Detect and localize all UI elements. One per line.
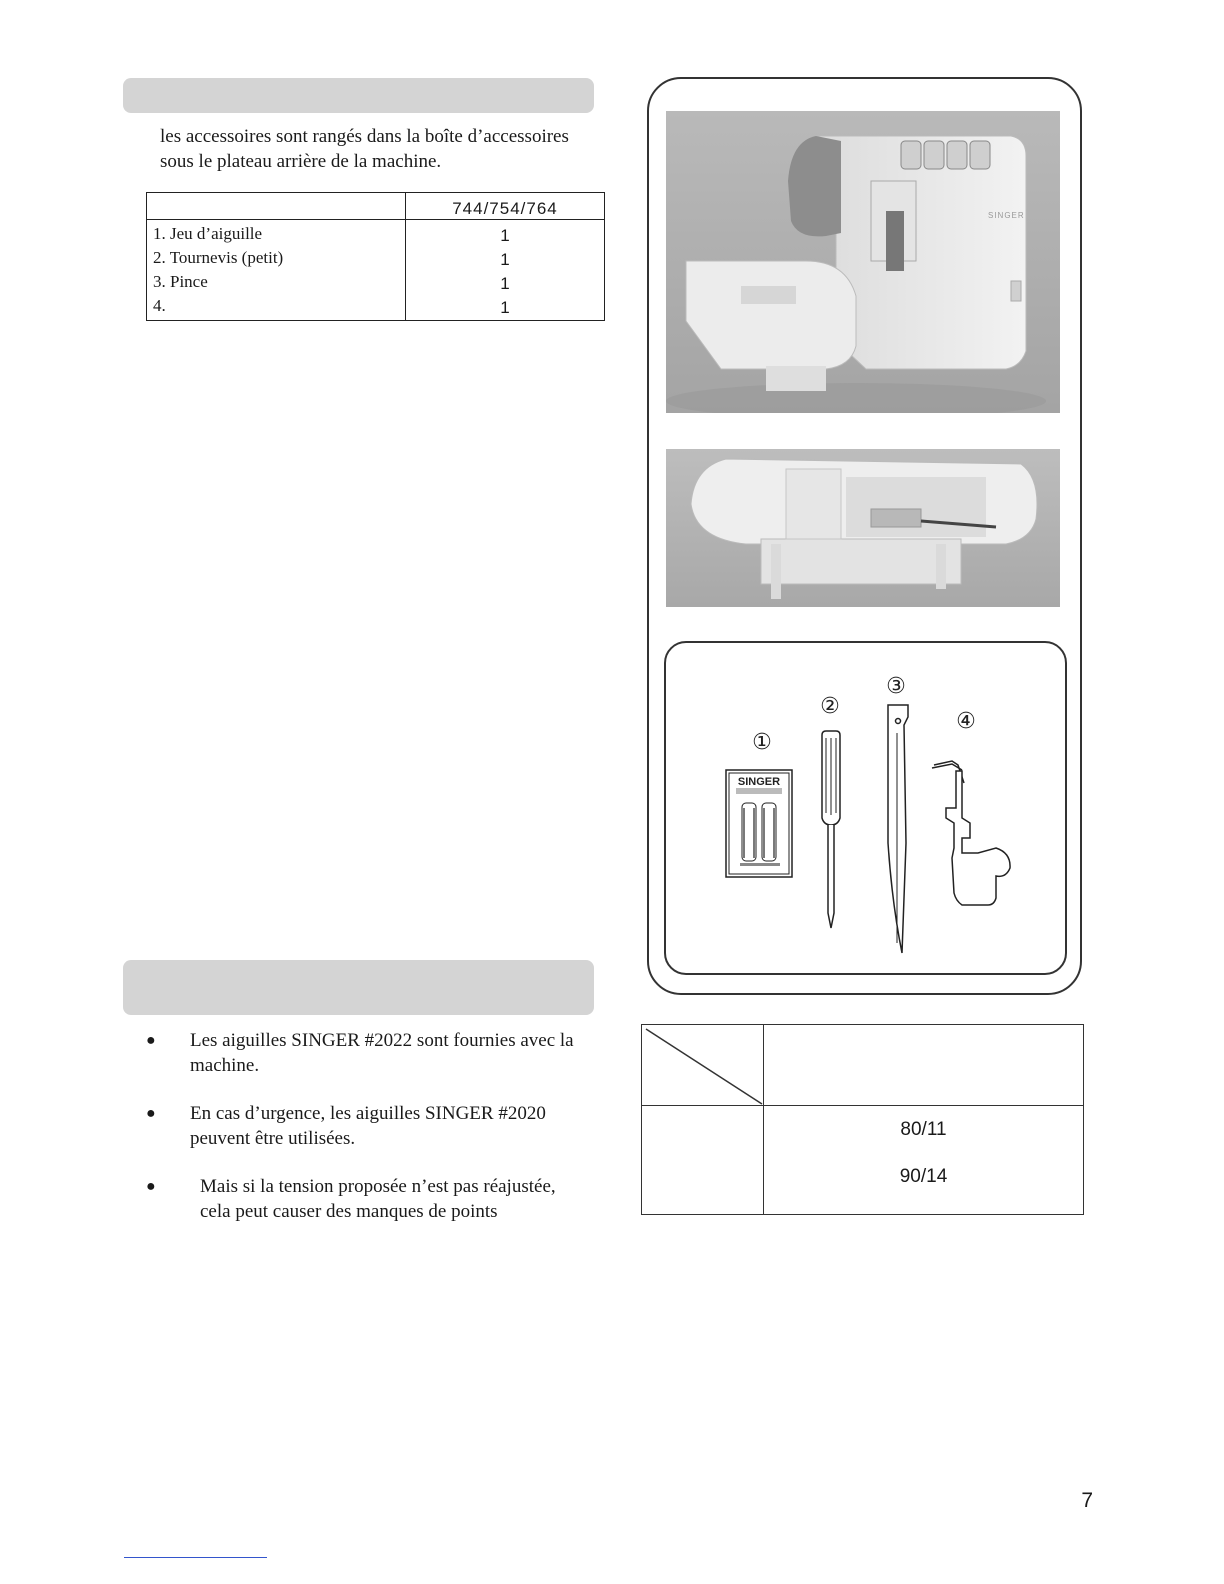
bullet-icon: ● <box>146 1032 156 1049</box>
needle-note-3: ● Mais si la tension proposée n’est pas réajustée, cela peut causer des manques de points <box>146 1176 556 1222</box>
needle-pack-icon <box>726 770 792 877</box>
diagonal-divider <box>642 1025 763 1105</box>
page-number: 7 <box>1081 1489 1093 1512</box>
bullet-icon: ● <box>146 1178 156 1195</box>
needle-size-1: 80/11 <box>900 1119 947 1140</box>
callout-2: ② <box>820 694 840 719</box>
needle-sizes-cell <box>764 1106 1084 1215</box>
callout-1: ① <box>752 730 772 755</box>
accessory-name-2: 2. Tournevis (petit) <box>153 248 284 267</box>
needle-size-2: 90/14 <box>899 1166 948 1187</box>
accessories-header-blank <box>147 193 406 220</box>
intro-line-1: les accessoires sont rangés dans la boîte d’accessoires <box>160 126 569 147</box>
intro-text <box>160 124 610 174</box>
callout-3: ③ <box>886 674 906 699</box>
accessories-table-header <box>147 193 605 220</box>
serger-machine-photo <box>666 111 1060 413</box>
screwdriver-icon <box>822 731 840 928</box>
needle-note-2: ● En cas d’urgence, les aiguilles SINGER #2020 peuvent être utilisées. <box>146 1103 546 1149</box>
needle-table-header-row <box>642 1025 1084 1106</box>
accessory-name-1: 1. Jeu d’aiguille <box>153 224 263 243</box>
section-header-bar-needles <box>123 960 594 1015</box>
accessories-illustration <box>664 641 1067 975</box>
needle-table-header-cell <box>764 1025 1084 1106</box>
callout-4: ④ <box>956 709 976 734</box>
needle-note-1: ● Les aiguilles SINGER #2022 sont fournies avec la machine. <box>146 1030 574 1076</box>
accessory-name-4: 4. <box>153 296 166 315</box>
svg-text:SINGER: SINGER <box>737 776 781 788</box>
section-header-bar-accessories <box>123 78 594 113</box>
intro-line-2: sous le plateau arrière de la machine. <box>160 151 442 172</box>
needle-size-table <box>641 1024 1084 1215</box>
footnote-rule <box>124 1557 267 1558</box>
needle-notes-list <box>146 1028 611 1247</box>
accessory-qty-2: 1 <box>500 250 510 269</box>
threader-icon <box>932 761 1010 905</box>
accessories-table <box>146 192 605 321</box>
accessory-qty-3: 1 <box>500 274 510 293</box>
accessories-names-cell <box>147 220 406 321</box>
accessories-header-model: 744/754/764 <box>406 193 605 220</box>
accessories-table-body <box>147 220 605 321</box>
tweezers-icon <box>888 705 908 953</box>
needle-table-body-row <box>642 1106 1084 1215</box>
accessories-qty-cell <box>406 220 605 321</box>
bullet-icon: ● <box>146 1105 156 1122</box>
accessory-box-photo <box>666 449 1060 607</box>
accessory-qty-1: 1 <box>500 226 510 245</box>
needle-table-corner-cell <box>642 1025 764 1106</box>
needle-table-label-cell <box>642 1106 764 1215</box>
svg-text:SINGER: SINGER <box>988 211 1025 220</box>
accessory-name-3: 3. Pince <box>153 272 208 291</box>
accessory-qty-4: 1 <box>500 298 510 317</box>
